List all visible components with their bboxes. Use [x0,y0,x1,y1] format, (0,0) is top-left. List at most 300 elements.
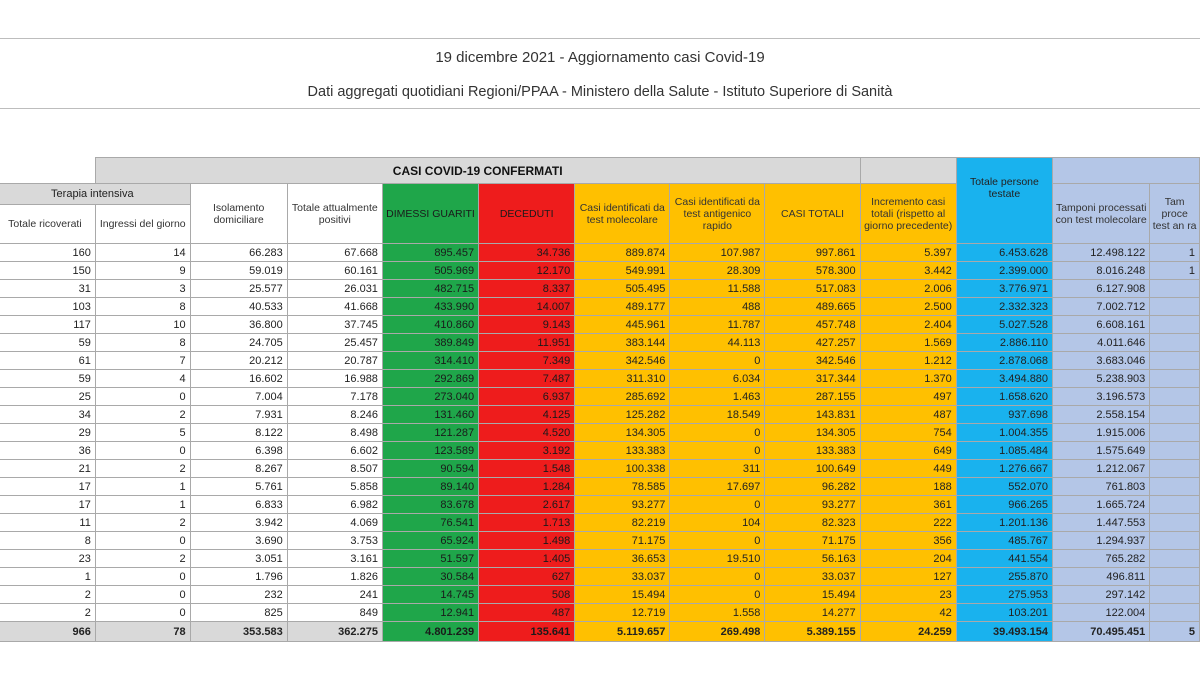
total-dimessi-guariti: 4.801.239 [382,622,478,642]
covid-table [0,157,1200,642]
cell-totale-ricoverati: 11 [0,514,95,532]
cell-casi-totali: 71.175 [765,532,860,550]
cell-casi-molecolare: 12.719 [575,604,670,622]
cell-dimessi-guariti: 482.715 [382,280,478,298]
cell-totale-ricoverati: 59 [0,370,95,388]
cell-tamponi-molecolare: 4.011.646 [1053,334,1150,352]
cell-ingressi-giorno: 2 [95,406,190,424]
cell-deceduti: 627 [479,568,575,586]
cell-incremento-casi: 497 [860,388,956,406]
cell-isolamento-domiciliare: 24.705 [190,334,287,352]
cell-deceduti: 7.487 [479,370,575,388]
total-casi-molecolare: 5.119.657 [575,622,670,642]
cell-incremento-casi: 204 [860,550,956,568]
cell-tamponi-molecolare: 5.238.903 [1053,370,1150,388]
table-row [0,370,1200,388]
cell-casi-molecolare: 549.991 [575,262,670,280]
cell-casi-totali: 457.748 [765,316,860,334]
table-row [0,280,1200,298]
cell-totale-positivi: 8.507 [287,460,382,478]
cell-casi-totali: 134.305 [765,424,860,442]
total-casi-totali: 5.389.155 [765,622,860,642]
cell-isolamento-domiciliare: 66.283 [190,244,287,262]
cell-ingressi-giorno: 7 [95,352,190,370]
cell-casi-molecolare: 36.653 [575,550,670,568]
cell-totale-testate: 3.776.971 [956,280,1052,298]
cell-isolamento-domiciliare: 6.833 [190,496,287,514]
cell-tamponi-antigenico [1150,496,1200,514]
cell-casi-antigenico: 107.987 [670,244,765,262]
cell-totale-testate: 2.332.323 [956,298,1052,316]
cell-deceduti: 1.498 [479,532,575,550]
cell-casi-totali: 578.300 [765,262,860,280]
cell-casi-totali: 100.649 [765,460,860,478]
cell-tamponi-antigenico [1150,604,1200,622]
table-row [0,244,1200,262]
cell-dimessi-guariti: 30.584 [382,568,478,586]
cell-casi-totali: 317.344 [765,370,860,388]
cell-casi-antigenico: 0 [670,586,765,604]
cell-ingressi-giorno: 10 [95,316,190,334]
table-row [0,424,1200,442]
cell-casi-molecolare: 15.494 [575,586,670,604]
cell-deceduti: 11.951 [479,334,575,352]
cell-casi-totali: 517.083 [765,280,860,298]
cell-deceduti: 3.192 [479,442,575,460]
cell-totale-testate: 937.698 [956,406,1052,424]
cell-totale-ricoverati: 31 [0,280,95,298]
cell-casi-totali: 96.282 [765,478,860,496]
cell-totale-positivi: 3.753 [287,532,382,550]
cell-ingressi-giorno: 8 [95,298,190,316]
table-row [0,298,1200,316]
cell-deceduti: 9.143 [479,316,575,334]
cell-totale-ricoverati: 117 [0,316,95,334]
table-row [0,604,1200,622]
cell-casi-molecolare: 285.692 [575,388,670,406]
cell-casi-molecolare: 342.546 [575,352,670,370]
header-dimessi-guariti: DIMESSI GUARITI [382,184,478,244]
cell-casi-molecolare: 889.874 [575,244,670,262]
cell-tamponi-antigenico [1150,442,1200,460]
cell-tamponi-antigenico [1150,280,1200,298]
cell-tamponi-antigenico [1150,460,1200,478]
table-row [0,388,1200,406]
cell-deceduti: 4.125 [479,406,575,424]
total-totale-positivi: 362.275 [287,622,382,642]
cell-casi-antigenico: 17.697 [670,478,765,496]
cell-dimessi-guariti: 65.924 [382,532,478,550]
cell-ingressi-giorno: 0 [95,388,190,406]
cell-totale-ricoverati: 8 [0,532,95,550]
cell-casi-antigenico: 0 [670,532,765,550]
cell-tamponi-antigenico: 1 [1150,244,1200,262]
cell-casi-antigenico: 104 [670,514,765,532]
cell-ingressi-giorno: 4 [95,370,190,388]
cell-dimessi-guariti: 895.457 [382,244,478,262]
cell-ingressi-giorno: 2 [95,550,190,568]
cell-incremento-casi: 3.442 [860,262,956,280]
table-row [0,496,1200,514]
cell-tamponi-antigenico [1150,550,1200,568]
cell-incremento-casi: 2.500 [860,298,956,316]
cell-totale-positivi: 7.178 [287,388,382,406]
header-tamponi-molecolare: Tamponi processati con test molecolare [1053,184,1150,244]
cell-totale-positivi: 6.602 [287,442,382,460]
cell-casi-molecolare: 383.144 [575,334,670,352]
header-divider [0,108,1200,109]
cell-ingressi-giorno: 1 [95,496,190,514]
cell-ingressi-giorno: 0 [95,568,190,586]
cell-incremento-casi: 754 [860,424,956,442]
header-casi-antigenico: Casi identificati da test antigenico rapido [670,184,765,244]
top-divider [0,38,1200,39]
cell-tamponi-antigenico: 1 [1150,262,1200,280]
cell-totale-testate: 255.870 [956,568,1052,586]
cell-tamponi-molecolare: 1.575.649 [1053,442,1150,460]
cell-isolamento-domiciliare: 36.800 [190,316,287,334]
table-row [0,406,1200,424]
cell-casi-antigenico: 0 [670,442,765,460]
cell-totale-testate: 485.767 [956,532,1052,550]
cell-totale-ricoverati: 17 [0,496,95,514]
totals-row [0,622,1200,642]
cell-casi-molecolare: 125.282 [575,406,670,424]
cell-totale-testate: 103.201 [956,604,1052,622]
cell-totale-positivi: 20.787 [287,352,382,370]
cell-casi-antigenico: 28.309 [670,262,765,280]
cell-ingressi-giorno: 0 [95,532,190,550]
cell-totale-testate: 2.399.000 [956,262,1052,280]
cell-dimessi-guariti: 14.745 [382,586,478,604]
cell-totale-positivi: 8.246 [287,406,382,424]
cell-incremento-casi: 42 [860,604,956,622]
cell-casi-totali: 427.257 [765,334,860,352]
cell-tamponi-antigenico [1150,352,1200,370]
cell-casi-totali: 33.037 [765,568,860,586]
cell-isolamento-domiciliare: 232 [190,586,287,604]
cell-casi-totali: 997.861 [765,244,860,262]
cell-ingressi-giorno: 3 [95,280,190,298]
cell-totale-ricoverati: 36 [0,442,95,460]
cell-casi-antigenico: 0 [670,424,765,442]
cell-isolamento-domiciliare: 20.212 [190,352,287,370]
cell-ingressi-giorno: 8 [95,334,190,352]
cell-casi-molecolare: 82.219 [575,514,670,532]
table-row [0,316,1200,334]
cell-dimessi-guariti: 505.969 [382,262,478,280]
header-ingressi: Ingressi del giorno [95,205,190,244]
cell-tamponi-molecolare: 1.665.724 [1053,496,1150,514]
cell-casi-molecolare: 445.961 [575,316,670,334]
cell-totale-ricoverati: 17 [0,478,95,496]
cell-totale-testate: 441.554 [956,550,1052,568]
cell-deceduti: 508 [479,586,575,604]
header-incremento: Incremento casi totali (rispetto al giorno precedente) [860,184,956,244]
total-incremento-casi: 24.259 [860,622,956,642]
cell-ingressi-giorno: 0 [95,604,190,622]
cell-dimessi-guariti: 410.860 [382,316,478,334]
cell-totale-ricoverati: 25 [0,388,95,406]
cell-totale-testate: 275.953 [956,586,1052,604]
cell-totale-testate: 552.070 [956,478,1052,496]
cell-tamponi-molecolare: 1.447.553 [1053,514,1150,532]
cell-casi-molecolare: 71.175 [575,532,670,550]
cell-casi-totali: 14.277 [765,604,860,622]
band-title: CASI COVID-19 CONFERMATI [95,158,860,184]
cell-totale-testate: 1.201.136 [956,514,1052,532]
cell-totale-positivi: 8.498 [287,424,382,442]
cell-incremento-casi: 449 [860,460,956,478]
cell-incremento-casi: 188 [860,478,956,496]
cell-totale-ricoverati: 23 [0,550,95,568]
cell-ingressi-giorno: 1 [95,478,190,496]
cell-tamponi-molecolare: 6.127.908 [1053,280,1150,298]
cell-totale-ricoverati: 21 [0,460,95,478]
cell-totale-positivi: 6.982 [287,496,382,514]
cell-tamponi-molecolare: 3.683.046 [1053,352,1150,370]
cell-isolamento-domiciliare: 7.004 [190,388,287,406]
cell-tamponi-antigenico [1150,568,1200,586]
table-row [0,442,1200,460]
cell-casi-totali: 93.277 [765,496,860,514]
cell-totale-testate: 2.878.068 [956,352,1052,370]
cell-tamponi-antigenico [1150,514,1200,532]
cell-deceduti: 1.405 [479,550,575,568]
cell-deceduti: 14.007 [479,298,575,316]
cell-totale-ricoverati: 2 [0,586,95,604]
cell-totale-positivi: 241 [287,586,382,604]
cell-incremento-casi: 1.569 [860,334,956,352]
cell-tamponi-molecolare: 122.004 [1053,604,1150,622]
table-row [0,352,1200,370]
cell-tamponi-antigenico [1150,406,1200,424]
header-deceduti: DECEDUTI [479,184,575,244]
cell-tamponi-antigenico [1150,424,1200,442]
cell-casi-totali: 489.665 [765,298,860,316]
header-totale-ricoverati: Totale ricoverati [0,205,95,244]
cell-totale-ricoverati: 2 [0,604,95,622]
cell-totale-ricoverati: 34 [0,406,95,424]
cell-totale-testate: 6.453.628 [956,244,1052,262]
cell-totale-testate: 1.004.355 [956,424,1052,442]
header-isolamento: Isolamento domiciliare [190,184,287,244]
cell-tamponi-antigenico [1150,478,1200,496]
cell-casi-molecolare: 33.037 [575,568,670,586]
cell-casi-antigenico: 1.463 [670,388,765,406]
cell-totale-testate: 1.658.620 [956,388,1052,406]
total-tamponi-antigenico: 5 [1150,622,1200,642]
cell-tamponi-molecolare: 765.282 [1053,550,1150,568]
cell-tamponi-antigenico [1150,586,1200,604]
cell-casi-antigenico: 19.510 [670,550,765,568]
cell-tamponi-molecolare: 8.016.248 [1053,262,1150,280]
group-terapia-intensiva: Terapia intensiva [0,184,190,205]
header-totale-positivi: Totale attualmente positivi [287,184,382,244]
cell-ingressi-giorno: 5 [95,424,190,442]
cell-tamponi-molecolare: 6.608.161 [1053,316,1150,334]
cell-dimessi-guariti: 121.287 [382,424,478,442]
cell-dimessi-guariti: 389.849 [382,334,478,352]
cell-casi-totali: 287.155 [765,388,860,406]
cell-ingressi-giorno: 2 [95,460,190,478]
total-totale-testate: 39.493.154 [956,622,1052,642]
cell-dimessi-guariti: 131.460 [382,406,478,424]
cell-casi-totali: 342.546 [765,352,860,370]
cell-casi-totali: 15.494 [765,586,860,604]
cell-casi-molecolare: 93.277 [575,496,670,514]
cell-dimessi-guariti: 76.541 [382,514,478,532]
cell-casi-antigenico: 0 [670,352,765,370]
cell-totale-positivi: 3.161 [287,550,382,568]
header-casi-totali: CASI TOTALI [765,184,860,244]
cell-totale-positivi: 5.858 [287,478,382,496]
cell-tamponi-molecolare: 496.811 [1053,568,1150,586]
cell-totale-ricoverati: 29 [0,424,95,442]
cell-dimessi-guariti: 90.594 [382,460,478,478]
cell-incremento-casi: 649 [860,442,956,460]
cell-totale-positivi: 67.668 [287,244,382,262]
cell-totale-positivi: 849 [287,604,382,622]
cell-dimessi-guariti: 314.410 [382,352,478,370]
cell-totale-testate: 2.886.110 [956,334,1052,352]
cell-totale-positivi: 26.031 [287,280,382,298]
cell-totale-positivi: 1.826 [287,568,382,586]
cell-deceduti: 4.520 [479,424,575,442]
page-subtitle: Dati aggregati quotidiani Regioni/PPAA - Ministero della Salute - Istituto Superiore di Sanità [307,84,893,100]
cell-tamponi-molecolare: 297.142 [1053,586,1150,604]
cell-dimessi-guariti: 51.597 [382,550,478,568]
cell-totale-ricoverati: 160 [0,244,95,262]
cell-dimessi-guariti: 12.941 [382,604,478,622]
table-row [0,550,1200,568]
cell-deceduti: 8.337 [479,280,575,298]
page-title: 19 dicembre 2021 - Aggiornamento casi Covid-19 [435,49,765,66]
cell-isolamento-domiciliare: 8.267 [190,460,287,478]
cell-tamponi-antigenico [1150,388,1200,406]
cell-tamponi-molecolare: 7.002.712 [1053,298,1150,316]
cell-deceduti: 6.937 [479,388,575,406]
cell-dimessi-guariti: 292.869 [382,370,478,388]
cell-incremento-casi: 356 [860,532,956,550]
cell-casi-molecolare: 489.177 [575,298,670,316]
cell-tamponi-antigenico [1150,316,1200,334]
cell-casi-antigenico: 311 [670,460,765,478]
cell-totale-positivi: 60.161 [287,262,382,280]
table-row [0,478,1200,496]
total-totale-ricoverati: 966 [0,622,95,642]
cell-incremento-casi: 127 [860,568,956,586]
cell-casi-totali: 82.323 [765,514,860,532]
cell-ingressi-giorno: 2 [95,514,190,532]
table-row [0,460,1200,478]
cell-casi-molecolare: 311.310 [575,370,670,388]
cell-incremento-casi: 222 [860,514,956,532]
cell-ingressi-giorno: 0 [95,586,190,604]
cell-casi-totali: 133.383 [765,442,860,460]
cell-incremento-casi: 1.212 [860,352,956,370]
cell-casi-molecolare: 134.305 [575,424,670,442]
cell-totale-positivi: 4.069 [287,514,382,532]
cell-dimessi-guariti: 89.140 [382,478,478,496]
cell-isolamento-domiciliare: 59.019 [190,262,287,280]
cell-totale-ricoverati: 59 [0,334,95,352]
cell-totale-positivi: 16.988 [287,370,382,388]
cell-casi-antigenico: 0 [670,568,765,586]
cell-casi-molecolare: 505.495 [575,280,670,298]
table-row [0,568,1200,586]
cell-isolamento-domiciliare: 16.602 [190,370,287,388]
header-casi-molecolare: Casi identificati da test molecolare [575,184,670,244]
cell-isolamento-domiciliare: 7.931 [190,406,287,424]
cell-totale-ricoverati: 150 [0,262,95,280]
cell-casi-antigenico: 18.549 [670,406,765,424]
cell-isolamento-domiciliare: 825 [190,604,287,622]
cell-deceduti: 7.349 [479,352,575,370]
cell-totale-testate: 3.494.880 [956,370,1052,388]
cell-casi-antigenico: 6.034 [670,370,765,388]
cell-tamponi-antigenico [1150,298,1200,316]
cell-totale-ricoverati: 1 [0,568,95,586]
table-row [0,334,1200,352]
header-tamponi-antigenico: Tam proce test an ra [1150,184,1200,244]
cell-ingressi-giorno: 0 [95,442,190,460]
cell-casi-antigenico: 11.588 [670,280,765,298]
total-casi-antigenico: 269.498 [670,622,765,642]
cell-totale-ricoverati: 103 [0,298,95,316]
cell-casi-antigenico: 1.558 [670,604,765,622]
cell-casi-antigenico: 488 [670,298,765,316]
cell-casi-totali: 143.831 [765,406,860,424]
cell-deceduti: 1.713 [479,514,575,532]
total-tamponi-molecolare: 70.495.451 [1053,622,1150,642]
cell-totale-positivi: 37.745 [287,316,382,334]
cell-tamponi-molecolare: 2.558.154 [1053,406,1150,424]
cell-incremento-casi: 5.397 [860,244,956,262]
cell-isolamento-domiciliare: 40.533 [190,298,287,316]
cell-totale-positivi: 41.668 [287,298,382,316]
table-row [0,262,1200,280]
header-totale-persone-testate: Totale persone testate [969,176,1039,200]
cell-tamponi-antigenico [1150,532,1200,550]
cell-ingressi-giorno: 9 [95,262,190,280]
cell-casi-molecolare: 78.585 [575,478,670,496]
cell-isolamento-domiciliare: 5.761 [190,478,287,496]
cell-tamponi-molecolare: 1.915.006 [1053,424,1150,442]
cell-tamponi-antigenico [1150,370,1200,388]
cell-isolamento-domiciliare: 3.942 [190,514,287,532]
cell-dimessi-guariti: 83.678 [382,496,478,514]
cell-isolamento-domiciliare: 3.051 [190,550,287,568]
cell-isolamento-domiciliare: 3.690 [190,532,287,550]
cell-totale-testate: 966.265 [956,496,1052,514]
cell-deceduti: 12.170 [479,262,575,280]
cell-tamponi-molecolare: 761.803 [1053,478,1150,496]
cell-casi-molecolare: 100.338 [575,460,670,478]
cell-tamponi-molecolare: 3.196.573 [1053,388,1150,406]
cell-isolamento-domiciliare: 6.398 [190,442,287,460]
cell-incremento-casi: 487 [860,406,956,424]
table-row [0,586,1200,604]
total-isolamento-domiciliare: 353.583 [190,622,287,642]
cell-tamponi-molecolare: 12.498.122 [1053,244,1150,262]
table-row [0,514,1200,532]
cell-dimessi-guariti: 123.589 [382,442,478,460]
cell-incremento-casi: 1.370 [860,370,956,388]
cell-casi-antigenico: 44.113 [670,334,765,352]
cell-totale-testate: 5.027.528 [956,316,1052,334]
cell-totale-testate: 1.085.484 [956,442,1052,460]
